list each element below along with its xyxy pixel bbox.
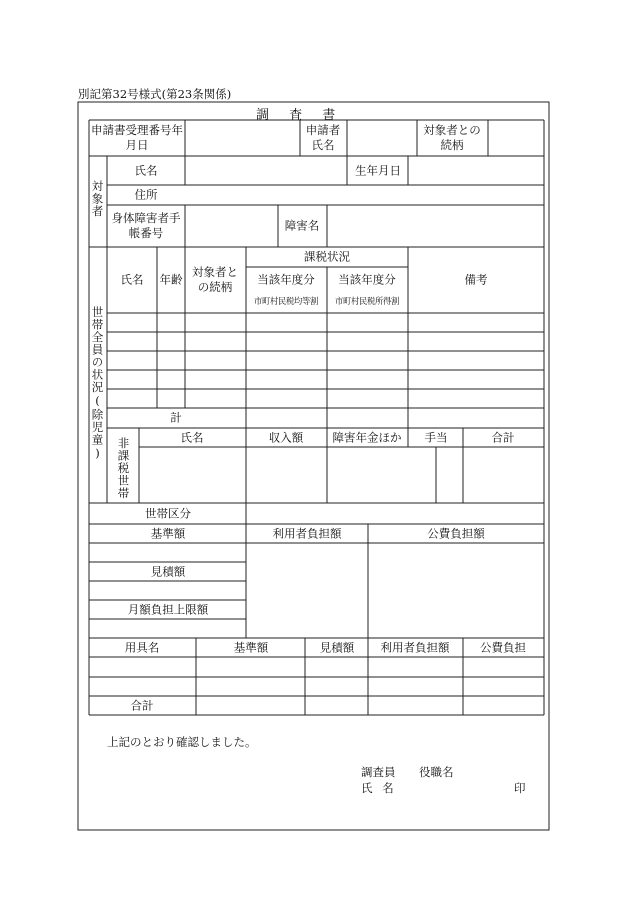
disability-label: 障害名 <box>284 218 320 233</box>
standard-amount-label: 基準額 <box>150 526 186 541</box>
household-category-label: 世帯区分 <box>145 506 191 521</box>
confirm-text: 上記のとおり確認しました。 <box>107 735 257 749</box>
subject-section-label: 対象者 <box>90 180 105 218</box>
equipment-estimate-label: 見積額 <box>319 640 355 655</box>
relation-label: 対象者との続柄 <box>423 123 481 152</box>
year-label-1: 当該年度分 <box>257 272 315 287</box>
inspector-name-label: 氏 名 <box>361 781 397 795</box>
age-label: 年齢 <box>159 272 183 287</box>
member-name-label: 氏名 <box>120 272 144 287</box>
birthdate-label: 生年月日 <box>355 163 401 178</box>
year-label-2: 当該年度分 <box>338 272 396 287</box>
form-title: 調 査 書 <box>256 108 344 123</box>
household-section-label: 世帯全員の状況(除児童) <box>90 306 105 461</box>
income-label: 収入額 <box>268 430 304 445</box>
notes-label: 備考 <box>464 272 488 287</box>
household-total-label: 計 <box>170 410 182 425</box>
monthly-cap-label: 月額負担上限額 <box>127 602 209 617</box>
tax-type-1: 市町村民税均等割 <box>254 295 318 306</box>
estimate-label: 見積額 <box>150 564 186 579</box>
tax-type-2: 市町村民税所得割 <box>335 295 399 306</box>
equipment-standard-label: 基準額 <box>233 640 269 655</box>
inspector-label: 調査員 <box>361 765 396 779</box>
position-label: 役職名 <box>419 765 454 779</box>
nontax-name-label: 氏名 <box>180 430 204 445</box>
nontax-label: 非課税世帯 <box>116 437 131 500</box>
equipment-item-label: 用具名 <box>124 640 160 655</box>
public-burden-label: 公費負担額 <box>427 526 485 541</box>
equipment-public-burden-label: 公費負担 <box>480 640 526 655</box>
member-relation-label: 対象者との続柄 <box>192 265 238 294</box>
applicant-name-label: 申請者氏名 <box>305 123 341 152</box>
seal-label: 印 <box>514 781 526 795</box>
user-burden-label: 利用者負担額 <box>272 526 342 541</box>
equipment-total-label: 合計 <box>130 698 154 713</box>
form-caption: 別記第32号様式(第23条関係) <box>78 87 232 101</box>
allowance-label: 手当 <box>424 430 448 445</box>
subject-name-label: 氏名 <box>134 163 158 178</box>
pension-label: 障害年金ほか <box>332 430 402 445</box>
equipment-user-burden-label: 利用者負担額 <box>380 640 450 655</box>
tax-status-label: 課税状況 <box>304 249 350 264</box>
address-label: 住所 <box>134 187 158 202</box>
handbook-label: 身体障害者手帳番号 <box>111 211 181 240</box>
nontax-sum-label: 合計 <box>491 430 515 445</box>
receipt-date-label: 申請書受理番号年月日 <box>91 123 183 152</box>
